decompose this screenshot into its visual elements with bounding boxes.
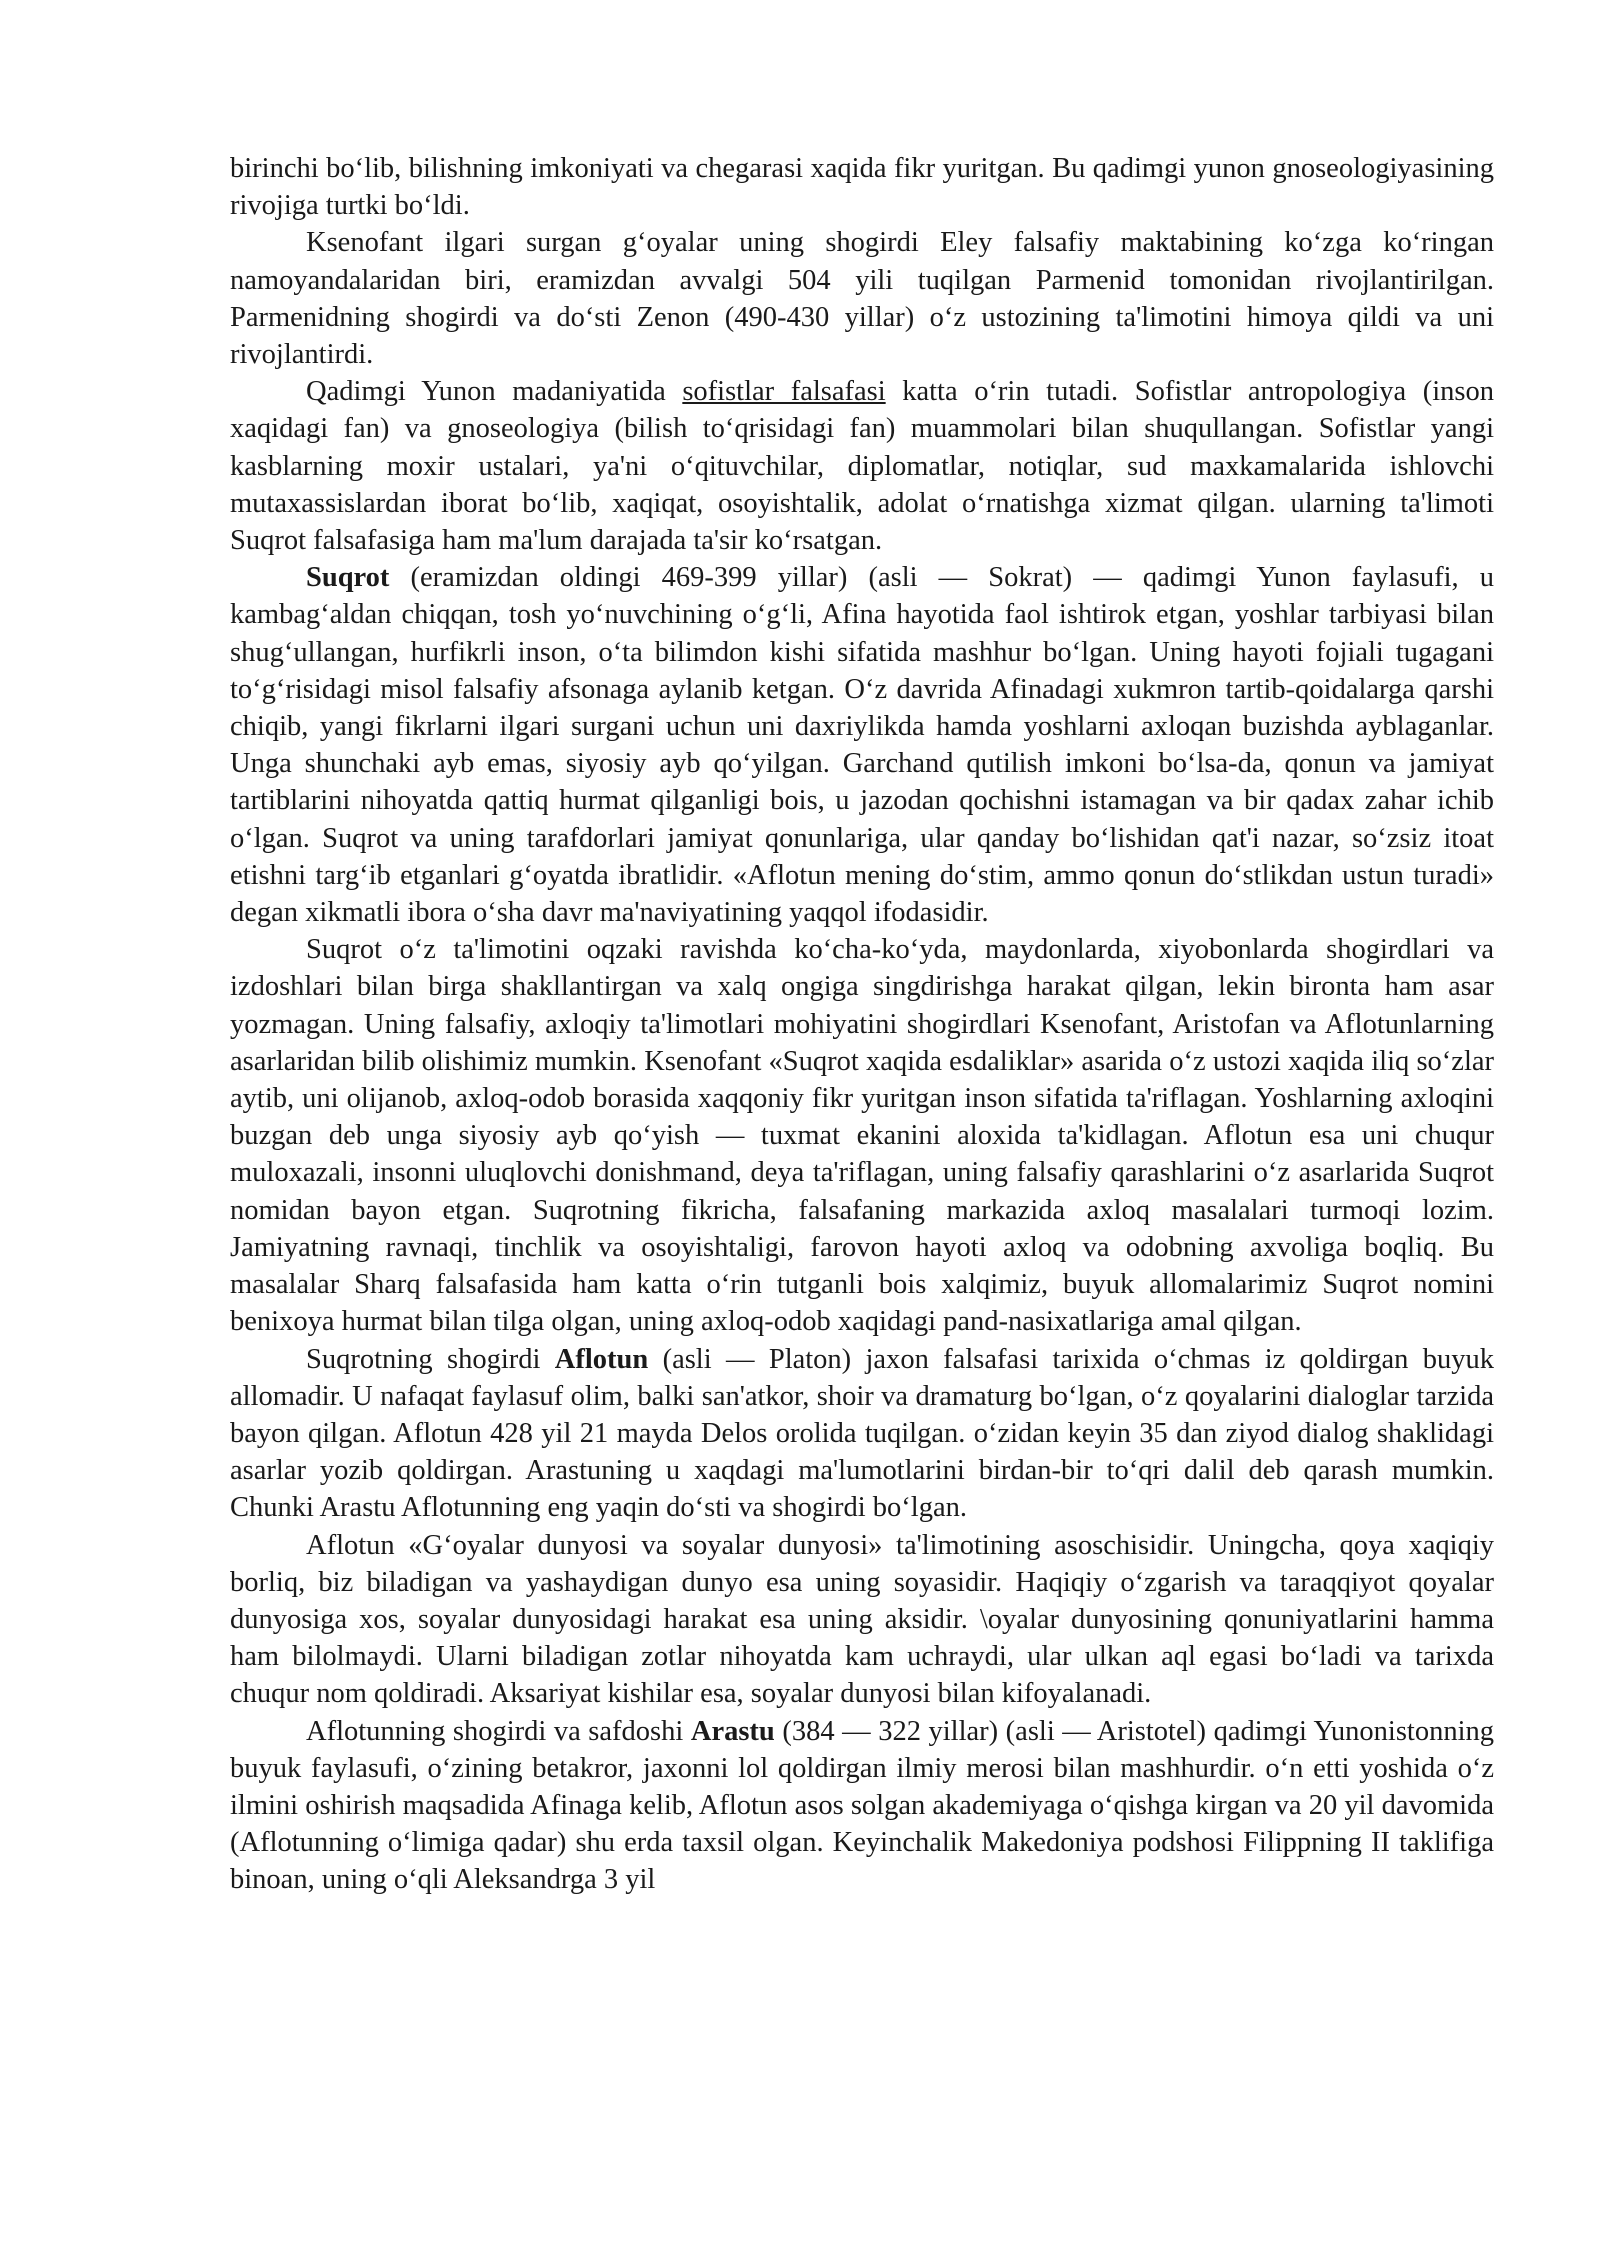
paragraph-3-text-end: katta o‘rin tutadi. Sofistlar antropologiya (inson xaqidagi fan) va gnoseologiya (bilish to‘qrisidagi fan) muammolari bilan shuqullangan. Sofistlar yangi kasblarning moxir ustalari, ya'ni o‘qituvchilar, diplomatlar, notiqlar, sud maxkamalarida ishlovchi mutaxassislardan iborat bo‘lib, xaqiqat, osoyishtalik, adolat o‘rnatishga xizmat qilgan. ularning ta'limoti Suqrot falsafasiga ham ma'lum darajada ta'sir ko‘rsatgan. [230,376,1495,557]
paragraph-1-text: birinchi bo‘lib, bilishning imkoniyati va chegarasi xaqida fikr yuritgan. Bu qadimgi yunon gnoseologiyasining rivojiga turtki bo‘ldi. [230,153,1494,222]
document-page [230,150,1494,1899]
paragraph-7 [230,1527,1494,1713]
suqrot-heading-term: Suqrot [306,562,390,594]
sofistlar-falsafasi-link[interactable]: sofistlar falsafasi [682,376,886,408]
paragraph-6 [230,1341,1494,1527]
paragraph-6-text-start: Suqrotning shogirdi [306,1343,555,1375]
paragraph-2 [230,224,1494,373]
aflotun-heading-term: Aflotun [554,1343,649,1375]
paragraph-5 [230,931,1494,1340]
paragraph-4 [230,559,1494,931]
paragraph-8-text-start: Aflotunning shogirdi va safdoshi [306,1715,691,1747]
paragraph-4-text: (eramizdan oldingi 469-399 yillar) (asli — Sokrat) — qadimgi Yunon faylasufi, u kambag‘aldan chiqqan, tosh yo‘nuvchining o‘g‘li, Afina hayotida faol ishtirok etgan, yoshlar tarbiyasi bilan shug‘ullangan, hurfikrli inson, o‘ta bilimdon kishi sifatida mashhur bo‘lgan. Uning hayoti fojiali tugagani to‘g‘risidagi misol falsafiy afsonaga aylanib ketgan. O‘z davrida Afinadagi xukmron tartib-qoidalarga qarshi chiqib, yangi fikrlarni ilgari surgani uchun uni daxriylikda hamda yoshlarni axloqan buzishda ayblaganlar. Unga shunchaki ayb emas, siyosiy ayb qo‘yilgan. Garchand qutilish imkoni bo‘lsa-da, qonun va jamiyat tartiblarini nihoyatda qattiq hurmat qilganligi bois, u jazodan qochishni istamagan va bir qadax zahar ichib o‘lgan. Suqrot va uning tarafdorlari jamiyat qonunlariga, ular qanday bo‘lishidan qat'i nazar, so‘zsiz itoat etishni targ‘ib etganlari g‘oyatda ibratlidir. «Aflotun mening do‘stim, ammo qonun do‘stlikdan ustun turadi» degan xikmatli ibora o‘sha davr ma'naviyatining yaqqol ifodasidir. [230,562,1494,929]
arastu-heading-term: Arastu [690,1715,775,1747]
paragraph-5-text: Suqrot o‘z ta'limotini oqzaki ravishda ko‘cha-ko‘yda, maydonlarda, xiyobonlarda shogirdlari va izdoshlari bilan birga shakllantirgan va xalq ongiga singdirishga harakat qilgan, lekin bironta ham asar yozmagan. Uning falsafiy, axloqiy ta'limotlari mohiyatini shogirdlari Ksenofant, Aristofan va Aflotunlarning asarlaridan bilib olishimiz mumkin. Ksenofant «Suqrot xaqida esdaliklar» asarida o‘z ustozi xaqida iliq so‘zlar aytib, uni olijanob, axloq-odob borasida xaqqoniy fikr yuritgan inson sifatida ta'riflagan. Yoshlarning axloqini buzgan deb unga siyosiy ayb qo‘yish — tuxmat ekanini aloxida ta'kidlagan. Aflotun esa uni chuqur muloxazali, insonni uluqlovchi donishmand, deya ta'riflagan, uning falsafiy qarashlarini o‘z asarlarida Suqrot nomidan bayon etgan. Suqrotning fikricha, falsafaning markazida axloq masalalari turmoqi lozim. Jamiyatning ravnaqi, tinchlik va osoyishtaligi, farovon hayoti axloq va odobning axvoliga boqliq. Bu masalalar Sharq falsafasida ham katta o‘rin tutganli bois xalqimiz, buyuk allomalarimiz Suqrot nomini benixoya hurmat bilan tilga olgan, uning axloq-odob xaqidagi pand-nasixatlariga amal qilgan. [230,934,1494,1338]
paragraph-8-text-end: (384 — 322 yillar) (asli — Aristotel) qadimgi Yunonistonning buyuk faylasufi, o‘zining betakror, jaxonni lol qoldirgan ilmiy merosi bilan mashhurdir. o‘n etti yoshida o‘z ilmini oshirish maqsadida Afinaga kelib, Aflotun asos solgan akademiyaga o‘qishga kirgan va 20 yil davomida (Aflotunning o‘limiga qadar) shu erda taxsil olgan. Keyinchalik Makedoniya podshosi Filippning II taklifiga binoan, uning o‘qli Aleksandrga 3 yil [230,1715,1494,1896]
paragraph-3-text-start: Qadimgi Yunon madaniyatida [306,376,683,408]
paragraph-3 [230,373,1494,559]
paragraph-8 [230,1713,1494,1899]
paragraph-1 [230,150,1494,224]
paragraph-7-text: Aflotun «G‘oyalar dunyosi va soyalar dunyosi» ta'limotining asoschisidir. Uningcha, qoya xaqiqiy borliq, biz biladigan va yashaydigan dunyo esa uning soyasidir. Haqiqiy o‘zgarish va taraqqiyot qoyalar dunyosiga xos, soyalar dunyosidagi harakat esa uning aksidir. \oyalar dunyosining qonuniyatlarini hamma ham bilolmaydi. Ularni biladigan zotlar nihoyatda kam uchraydi, ular ulkan aql egasi bo‘ladi va tarixda chuqur nom qoldiradi. Aksariyat kishilar esa, soyalar dunyosi bilan kifoyalanadi. [230,1529,1494,1710]
paragraph-2-text: Ksenofant ilgari surgan g‘oyalar uning shogirdi Eley falsafiy maktabining ko‘zga ko‘ringan namoyandalaridan biri, eramizdan avvalgi 504 yili tuqilgan Parmenid tomonidan rivojlantirilgan. Parmenidning shogirdi va do‘sti Zenon (490-430 yillar) o‘z ustozining ta'limotini himoya qildi va uni rivojlantirdi. [230,227,1494,371]
paragraph-6-text-end: (asli — Platon) jaxon falsafasi tarixida o‘chmas iz qoldirgan buyuk allomadir. U nafaqat faylasuf olim, balki san'atkor, shoir va dramaturg bo‘lgan, o‘z qoyalarini dialoglar tarzida bayon qilgan. Aflotun 428 yil 21 mayda Delos orolida tuqilgan. o‘zidan keyin 35 dan ziyod dialog shaklidagi asarlar yozib qoldirgan. Arastuning u xaqdagi ma'lumotlarini birdan-bir to‘qri dalil deb qarash mumkin. Chunki Arastu Aflotunning eng yaqin do‘sti va shogirdi bo‘lgan. [230,1343,1494,1524]
